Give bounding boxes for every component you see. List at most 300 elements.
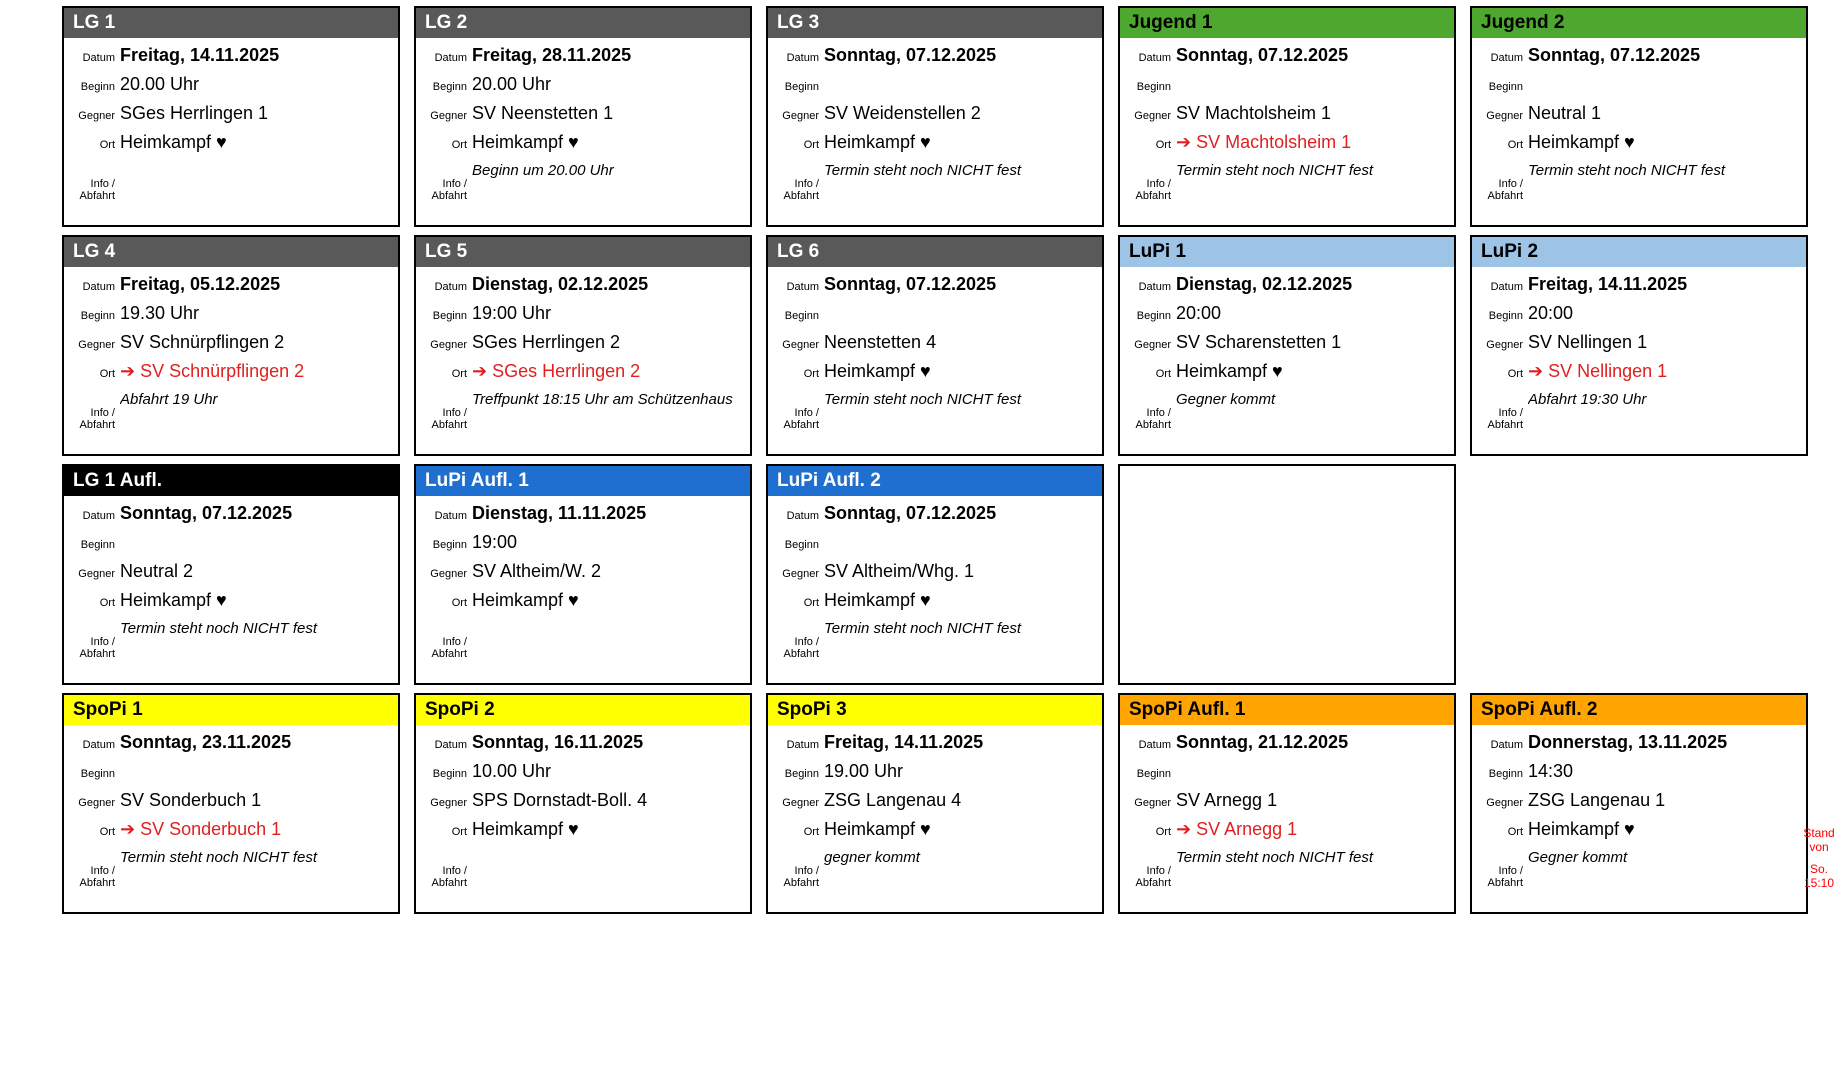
match-card-row <box>1120 96 1454 125</box>
label-gegner: Gegner <box>782 110 819 122</box>
label-beginn: Beginn <box>1488 768 1523 780</box>
label-beginn: Beginn <box>80 539 115 551</box>
stand-line-4: 15:10 <box>1803 876 1835 890</box>
match-card-slot <box>1118 464 1470 693</box>
match-card <box>1118 464 1456 685</box>
match-card-fields <box>64 267 398 441</box>
label-ort: Ort <box>451 368 467 380</box>
match-card-fields <box>416 725 750 899</box>
value-ort: Heimkampf ♥ <box>824 819 931 839</box>
match-card-title: SpoPi 1 <box>64 695 398 725</box>
match-card-row <box>768 583 1102 612</box>
label-info: Info / Abfahrt <box>79 636 115 660</box>
match-card-fields <box>1120 267 1454 441</box>
match-card-row <box>64 612 398 670</box>
label-info: Info / Abfahrt <box>431 865 467 889</box>
value-datum: Freitag, 14.11.2025 <box>120 45 280 65</box>
match-card-row <box>416 383 750 441</box>
match-card-slot <box>62 464 414 693</box>
match-card <box>766 6 1104 227</box>
match-card <box>1118 693 1456 914</box>
match-card-slot <box>766 6 1118 235</box>
label-beginn: Beginn <box>784 81 819 93</box>
match-card-slot <box>414 464 766 693</box>
match-card-slot <box>1470 235 1822 464</box>
value-datum: Donnerstag, 13.11.2025 <box>1528 732 1728 752</box>
match-card-title: LuPi 1 <box>1120 237 1454 267</box>
match-card <box>62 6 400 227</box>
label-beginn: Beginn <box>784 310 819 322</box>
match-card-title: LuPi Aufl. 2 <box>768 466 1102 496</box>
match-card-row <box>416 812 750 841</box>
match-card-row <box>1120 783 1454 812</box>
match-card-grid <box>62 6 1822 922</box>
match-card-row <box>768 154 1102 212</box>
match-card-row <box>1472 383 1806 441</box>
match-card-row <box>768 496 1102 525</box>
label-beginn: Beginn <box>80 81 115 93</box>
match-card-row <box>416 154 750 212</box>
match-card-slot <box>1118 693 1470 922</box>
value-ort: Heimkampf ♥ <box>120 590 227 610</box>
label-info: Info / Abfahrt <box>431 178 467 202</box>
value-ort: ➔ SV Sonderbuch 1 <box>120 819 282 839</box>
match-card-fields <box>768 38 1102 212</box>
match-card-row <box>768 67 1102 96</box>
label-ort: Ort <box>803 139 819 151</box>
label-ort: Ort <box>1155 139 1171 151</box>
match-card-title: LG 5 <box>416 237 750 267</box>
value-info: Gegner kommt <box>1528 849 1628 866</box>
value-gegner: Neutral 2 <box>120 561 194 581</box>
match-card-row <box>1472 38 1806 67</box>
match-card-row <box>768 812 1102 841</box>
match-card-row <box>416 554 750 583</box>
value-ort: Heimkampf ♥ <box>824 132 931 152</box>
match-card-row <box>416 612 750 670</box>
match-card-slot <box>766 235 1118 464</box>
label-datum: Datum <box>786 739 819 751</box>
label-datum: Datum <box>82 739 115 751</box>
value-datum: Sonntag, 07.12.2025 <box>824 45 997 65</box>
match-card-row <box>1472 812 1806 841</box>
value-datum: Dienstag, 02.12.2025 <box>1176 274 1353 294</box>
match-card-row <box>416 67 750 96</box>
label-beginn: Beginn <box>1136 81 1171 93</box>
match-card-title: Jugend 2 <box>1472 8 1806 38</box>
match-card-row <box>416 583 750 612</box>
match-card-row <box>1472 354 1806 383</box>
match-card-row <box>1472 725 1806 754</box>
match-card-row <box>64 754 398 783</box>
value-datum: Sonntag, 07.12.2025 <box>824 274 997 294</box>
value-info: Abfahrt 19 Uhr <box>120 391 218 408</box>
value-ort: Heimkampf ♥ <box>824 361 931 381</box>
label-info: Info / Abfahrt <box>79 865 115 889</box>
value-datum: Freitag, 28.11.2025 <box>472 45 632 65</box>
label-info: Info / Abfahrt <box>1135 178 1171 202</box>
label-datum: Datum <box>1138 739 1171 751</box>
value-beginn: 20.00 Uhr <box>120 74 200 94</box>
match-card-row <box>1120 125 1454 154</box>
label-beginn: Beginn <box>784 768 819 780</box>
value-info: gegner kommt <box>824 849 920 866</box>
value-ort: Heimkampf ♥ <box>1176 361 1283 381</box>
match-card-row <box>416 496 750 525</box>
match-card-row <box>1472 296 1806 325</box>
match-card-title: LuPi 2 <box>1472 237 1806 267</box>
match-card-row <box>1472 96 1806 125</box>
match-card-row <box>416 125 750 154</box>
value-ort: Heimkampf ♥ <box>472 132 579 152</box>
stand-timestamp <box>1799 826 1839 890</box>
value-info: Abfahrt 19:30 Uhr <box>1528 391 1647 408</box>
match-card-row <box>768 296 1102 325</box>
label-datum: Datum <box>1138 281 1171 293</box>
match-card-fields <box>1472 725 1806 899</box>
value-ort: Heimkampf ♥ <box>824 590 931 610</box>
match-card-fields <box>416 496 750 670</box>
match-card-title: LG 1 Aufl. <box>64 466 398 496</box>
value-gegner: SGes Herrlingen 2 <box>472 332 621 352</box>
value-datum: Dienstag, 02.12.2025 <box>472 274 649 294</box>
value-gegner: SV Schnürpflingen 2 <box>120 332 285 352</box>
match-card-row <box>1120 812 1454 841</box>
match-card-row <box>64 325 398 354</box>
value-info: Termin steht noch NICHT fest <box>1176 849 1374 866</box>
label-gegner: Gegner <box>430 339 467 351</box>
label-beginn: Beginn <box>432 539 467 551</box>
label-gegner: Gegner <box>78 568 115 580</box>
value-gegner: SV Altheim/W. 2 <box>472 561 602 581</box>
match-card-row <box>1120 296 1454 325</box>
value-datum: Freitag, 14.11.2025 <box>1528 274 1688 294</box>
match-card-row <box>64 96 398 125</box>
label-info: Info / Abfahrt <box>1135 865 1171 889</box>
match-card-row <box>64 583 398 612</box>
value-info: Termin steht noch NICHT fest <box>824 620 1022 637</box>
match-card-row <box>1120 325 1454 354</box>
match-card-row <box>64 383 398 441</box>
match-card-fields <box>1120 38 1454 212</box>
match-card-row <box>1472 783 1806 812</box>
match-card-slot <box>1118 235 1470 464</box>
match-card-slot <box>62 693 414 922</box>
match-card-row <box>1120 754 1454 783</box>
match-card-row <box>1120 354 1454 383</box>
match-card-fields <box>768 496 1102 670</box>
value-beginn: 19.30 Uhr <box>120 303 200 323</box>
match-card-slot <box>414 693 766 922</box>
label-datum: Datum <box>82 52 115 64</box>
label-gegner: Gegner <box>1134 797 1171 809</box>
match-card-slot <box>1470 693 1822 922</box>
label-ort: Ort <box>1507 826 1523 838</box>
value-gegner: ZSG Langenau 4 <box>824 790 962 810</box>
match-card-title: Jugend 1 <box>1120 8 1454 38</box>
match-card <box>62 693 400 914</box>
value-beginn <box>1176 782 1454 783</box>
match-card-title: SpoPi 2 <box>416 695 750 725</box>
label-gegner: Gegner <box>782 797 819 809</box>
match-card-row <box>1120 67 1454 96</box>
label-ort: Ort <box>99 597 115 609</box>
match-card-row <box>768 96 1102 125</box>
label-info: Info / Abfahrt <box>783 636 819 660</box>
match-card-slot <box>62 6 414 235</box>
match-card-row <box>416 754 750 783</box>
match-card-row <box>64 783 398 812</box>
stand-line-2: von <box>1809 840 1829 854</box>
value-gegner: ZSG Langenau 1 <box>1528 790 1666 810</box>
value-gegner: SV Scharenstetten 1 <box>1176 332 1342 352</box>
label-ort: Ort <box>99 368 115 380</box>
match-card-row <box>768 267 1102 296</box>
value-gegner: SV Altheim/Whg. 1 <box>824 561 975 581</box>
value-datum: Sonntag, 07.12.2025 <box>824 503 997 523</box>
match-card-row <box>1472 841 1806 899</box>
match-card-fields <box>64 496 398 670</box>
value-datum: Dienstag, 11.11.2025 <box>472 503 647 523</box>
match-card <box>1118 6 1456 227</box>
label-ort: Ort <box>803 597 819 609</box>
label-beginn: Beginn <box>432 768 467 780</box>
label-ort: Ort <box>99 139 115 151</box>
match-card-row <box>64 841 398 899</box>
label-datum: Datum <box>1490 739 1523 751</box>
label-gegner: Gegner <box>782 568 819 580</box>
label-datum: Datum <box>786 52 819 64</box>
value-gegner: Neenstetten 4 <box>824 332 937 352</box>
value-ort: Heimkampf ♥ <box>472 590 579 610</box>
value-beginn <box>824 95 1102 96</box>
label-gegner: Gegner <box>1134 339 1171 351</box>
label-info: Info / Abfahrt <box>783 178 819 202</box>
value-datum: Freitag, 05.12.2025 <box>120 274 281 294</box>
value-gegner: SV Sonderbuch 1 <box>120 790 262 810</box>
match-card-row <box>64 67 398 96</box>
match-card-slot <box>62 235 414 464</box>
match-card-fields <box>1472 38 1806 212</box>
match-card <box>414 6 752 227</box>
value-beginn: 20:00 <box>1528 303 1574 323</box>
match-card-slot <box>1470 464 1822 693</box>
value-beginn: 19.00 Uhr <box>824 761 904 781</box>
match-card-title: LG 4 <box>64 237 398 267</box>
value-info: Termin steht noch NICHT fest <box>824 162 1022 179</box>
match-card-row <box>768 841 1102 899</box>
value-gegner: SV Neenstetten 1 <box>472 103 614 123</box>
match-card-fields <box>1120 725 1454 899</box>
match-card-title: SpoPi 3 <box>768 695 1102 725</box>
match-card-row <box>768 783 1102 812</box>
match-card-slot <box>414 235 766 464</box>
match-card <box>766 693 1104 914</box>
match-card-row <box>768 554 1102 583</box>
label-beginn: Beginn <box>1488 81 1523 93</box>
match-card-row <box>1120 383 1454 441</box>
match-card-fields <box>768 267 1102 441</box>
label-gegner: Gegner <box>78 110 115 122</box>
match-card-row <box>64 554 398 583</box>
match-card-fields <box>64 725 398 899</box>
label-beginn: Beginn <box>432 310 467 322</box>
value-ort: ➔ SGes Herrlingen 2 <box>472 361 641 381</box>
label-info: Info / Abfahrt <box>431 636 467 660</box>
value-datum: Sonntag, 07.12.2025 <box>1176 45 1349 65</box>
label-info: Info / Abfahrt <box>431 407 467 431</box>
match-card-title: LuPi Aufl. 1 <box>416 466 750 496</box>
label-datum: Datum <box>82 510 115 522</box>
label-info: Info / Abfahrt <box>1487 178 1523 202</box>
label-gegner: Gegner <box>1486 339 1523 351</box>
value-info: Treffpunkt 18:15 Uhr am Schützenhaus <box>472 391 733 408</box>
value-beginn: 20:00 <box>1176 303 1222 323</box>
label-beginn: Beginn <box>1136 310 1171 322</box>
value-gegner: SV Weidenstellen 2 <box>824 103 981 123</box>
value-info: Termin steht noch NICHT fest <box>824 391 1022 408</box>
value-info: Beginn um 20.00 Uhr <box>472 162 614 179</box>
value-info: Gegner kommt <box>1176 391 1276 408</box>
match-card-row <box>416 725 750 754</box>
value-ort: Heimkampf ♥ <box>1528 819 1635 839</box>
match-card-row <box>416 783 750 812</box>
match-card <box>414 693 752 914</box>
match-card-row <box>1120 38 1454 67</box>
value-beginn: 19:00 <box>472 532 518 552</box>
label-ort: Ort <box>1507 139 1523 151</box>
value-beginn <box>824 324 1102 325</box>
match-card-row <box>64 125 398 154</box>
label-datum: Datum <box>1490 281 1523 293</box>
label-info: Info / Abfahrt <box>1135 407 1171 431</box>
value-gegner: SGes Herrlingen 1 <box>120 103 269 123</box>
match-card <box>766 235 1104 456</box>
label-info: Info / Abfahrt <box>1487 407 1523 431</box>
match-card-row <box>768 383 1102 441</box>
label-ort: Ort <box>803 368 819 380</box>
value-ort: Heimkampf ♥ <box>1528 132 1635 152</box>
match-card-row <box>1472 754 1806 783</box>
label-ort: Ort <box>451 597 467 609</box>
match-card-title: SpoPi Aufl. 2 <box>1472 695 1806 725</box>
label-gegner: Gegner <box>78 797 115 809</box>
value-beginn <box>824 553 1102 554</box>
match-card-row <box>768 38 1102 67</box>
label-info: Info / Abfahrt <box>79 178 115 202</box>
match-card <box>414 235 752 456</box>
label-datum: Datum <box>434 52 467 64</box>
match-card-row <box>64 267 398 296</box>
match-card-title: SpoPi Aufl. 1 <box>1120 695 1454 725</box>
match-card-title: LG 3 <box>768 8 1102 38</box>
match-card-fields <box>64 38 398 212</box>
match-card <box>766 464 1104 685</box>
value-gegner: Neutral 1 <box>1528 103 1602 123</box>
match-card-title: LG 6 <box>768 237 1102 267</box>
value-datum: Sonntag, 23.11.2025 <box>120 732 292 752</box>
value-gegner: SV Nellingen 1 <box>1528 332 1648 352</box>
value-ort: ➔ SV Machtolsheim 1 <box>1176 132 1352 152</box>
label-info: Info / Abfahrt <box>783 865 819 889</box>
label-ort: Ort <box>1507 368 1523 380</box>
value-gegner: SPS Dornstadt-Boll. 4 <box>472 790 648 810</box>
value-beginn: 20.00 Uhr <box>472 74 552 94</box>
label-gegner: Gegner <box>782 339 819 351</box>
match-card-row <box>416 354 750 383</box>
match-card-row <box>416 96 750 125</box>
label-gegner: Gegner <box>1486 797 1523 809</box>
stand-line-3: So. <box>1809 862 1828 876</box>
match-card-row <box>1472 125 1806 154</box>
match-card-row <box>1472 325 1806 354</box>
match-card-row <box>1472 267 1806 296</box>
label-datum: Datum <box>1138 52 1171 64</box>
match-card-fields <box>768 725 1102 899</box>
label-ort: Ort <box>99 826 115 838</box>
value-datum: Sonntag, 16.11.2025 <box>472 732 644 752</box>
match-card-row <box>64 354 398 383</box>
match-card-row <box>64 725 398 754</box>
match-card-row <box>416 841 750 899</box>
match-card-row <box>768 354 1102 383</box>
label-ort: Ort <box>1155 368 1171 380</box>
match-card-row <box>768 125 1102 154</box>
label-gegner: Gegner <box>1134 110 1171 122</box>
value-info: Termin steht noch NICHT fest <box>120 620 318 637</box>
label-ort: Ort <box>451 139 467 151</box>
value-info: Termin steht noch NICHT fest <box>1176 162 1374 179</box>
label-gegner: Gegner <box>78 339 115 351</box>
match-card <box>1470 235 1808 456</box>
match-card-fields <box>1472 267 1806 441</box>
match-card <box>62 464 400 685</box>
label-info: Info / Abfahrt <box>79 407 115 431</box>
label-beginn: Beginn <box>432 81 467 93</box>
match-card-slot <box>1118 6 1470 235</box>
match-card <box>62 235 400 456</box>
value-gegner: SV Arnegg 1 <box>1176 790 1278 810</box>
label-gegner: Gegner <box>1486 110 1523 122</box>
match-card-row <box>1472 67 1806 96</box>
value-datum: Freitag, 14.11.2025 <box>824 732 984 752</box>
value-beginn <box>120 782 398 783</box>
label-ort: Ort <box>451 826 467 838</box>
match-card-row <box>416 525 750 554</box>
value-beginn <box>1528 95 1806 96</box>
value-ort: Heimkampf ♥ <box>472 819 579 839</box>
value-beginn: 14:30 <box>1528 761 1574 781</box>
value-beginn: 19:00 Uhr <box>472 303 552 323</box>
stand-line-1: Stand <box>1803 826 1835 840</box>
label-datum: Datum <box>434 510 467 522</box>
label-gegner: Gegner <box>430 568 467 580</box>
label-gegner: Gegner <box>430 797 467 809</box>
label-gegner: Gegner <box>430 110 467 122</box>
match-card <box>1470 693 1808 914</box>
match-card-row <box>1120 725 1454 754</box>
match-card-row <box>416 38 750 67</box>
match-card-row <box>416 325 750 354</box>
value-gegner: SV Machtolsheim 1 <box>1176 103 1332 123</box>
value-info: Termin steht noch NICHT fest <box>1528 162 1726 179</box>
value-ort: ➔ SV Nellingen 1 <box>1528 361 1668 381</box>
label-datum: Datum <box>434 281 467 293</box>
match-card-row <box>64 154 398 212</box>
label-beginn: Beginn <box>80 310 115 322</box>
match-card-row <box>768 754 1102 783</box>
label-beginn: Beginn <box>80 768 115 780</box>
